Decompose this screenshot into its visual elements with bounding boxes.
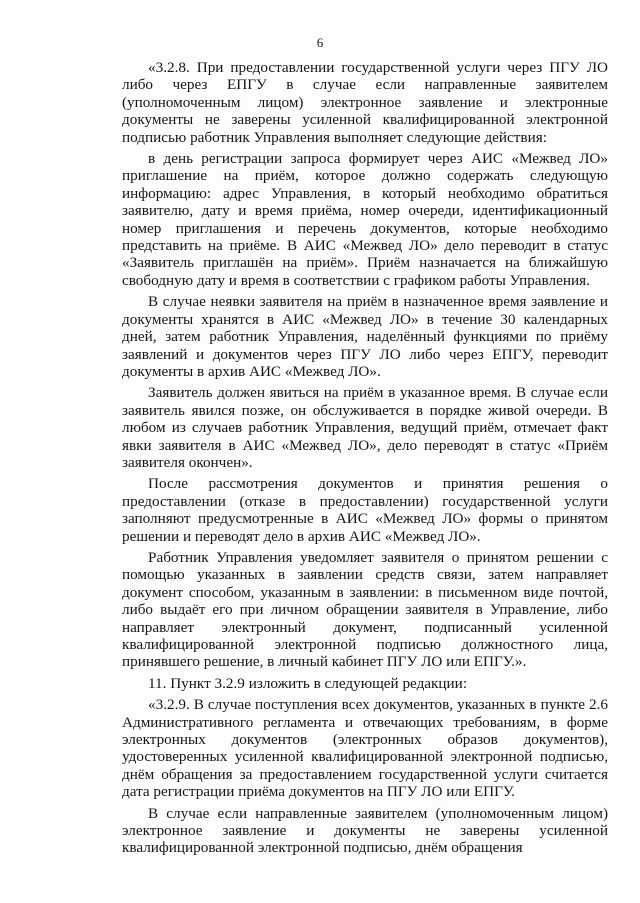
paragraph-invitation: в день регистрации запроса формирует через АИС «Межвед ЛО» приглашение на приём, которое должно содержать следующую информацию: адрес Управления, в который необходимо обратиться заявителю, дату и время приёма, номер очереди, идентификационный номер приглашения и перечень документов, которые необходимо представить на приёме. В АИС «Межвед ЛО» дело переводит в статус «Заявитель приглашён на приём». Приём назначается на ближайшую свободную дату и время в соответствии с графиком работы Управления.: [122, 150, 608, 289]
paragraph-item-11: 11. Пункт 3.2.9 изложить в следующей редакции:: [148, 674, 468, 692]
paragraph-3-2-9: «3.2.9. В случае поступления всех документов, указанных в пункте 2.6 Административного регламента и отвечающих требованиям, в форме электронных документов (электронных образов документов), удостоверенных усиленной квалифицированной электронной подписью, днём обращения за предоставлением государственной услуги считается дата регистрации приёма документов на ПГУ ЛО или ЕПГУ.: [122, 696, 608, 801]
paragraph-unsigned-documents: В случае если направленные заявителем (уполномоченным лицом) электронное заявление и документы не заверены усиленной квалифицированной электронной подписью, днём обращения: [122, 804, 608, 857]
document-body: [122, 59, 608, 857]
paragraph-3-2-8-intro: «3.2.8. При предоставлении государственной услуги через ПГУ ЛО либо через ЕПГУ в случае если направленные заявителем (уполномоченным лицом) электронное заявление и электронные документы не заверены усиленной квалифицированной электронной подписью работник Управления выполняет следующие действия:: [122, 59, 608, 146]
paragraph-applicant-arrival: Заявитель должен явиться на приём в указанное время. В случае если заявитель явился позже, он обслуживается в порядке живой очереди. В любом из случаев работник Управления, ведущий приём, отмечает факт явки заявителя в АИС «Межвед ЛО», дело переводят в статус «Приём заявителя окончен».: [122, 384, 608, 471]
paragraph-decision: После рассмотрения документов и принятия решения о предоставлении (отказе в предоставлении) государственной услуги заполняют предусмотренные в АИС «Межвед ЛО» формы о принятом решении и переводят дело в архив АИС «Межвед ЛО».: [122, 475, 608, 545]
page-number: 6: [316, 35, 324, 50]
paragraph-notification: Работник Управления уведомляет заявителя о принятом решении с помощью указанных в заявлении средств связи, затем направляет документ способом, указанным в заявлении: в письменном виде почтой, либо выдаёт его при личном обращении заявителя в Управление, либо направляет электронный документ, подписанный усиленной квалифицированной электронной подписью должностного лица, принявшего решение, в личный кабинет ПГУ ЛО или ЕПГУ.».: [122, 548, 608, 671]
paragraph-no-show: В случае неявки заявителя на приём в назначенное время заявление и документы хранятся в АИС «Межвед ЛО» в течение 30 календарных дней, затем работник Управления, наделённый функциями по приёму заявлений и документов через ПГУ ЛО либо через ЕПГУ, переводит документы в архив АИС «Межвед ЛО».: [122, 293, 608, 380]
